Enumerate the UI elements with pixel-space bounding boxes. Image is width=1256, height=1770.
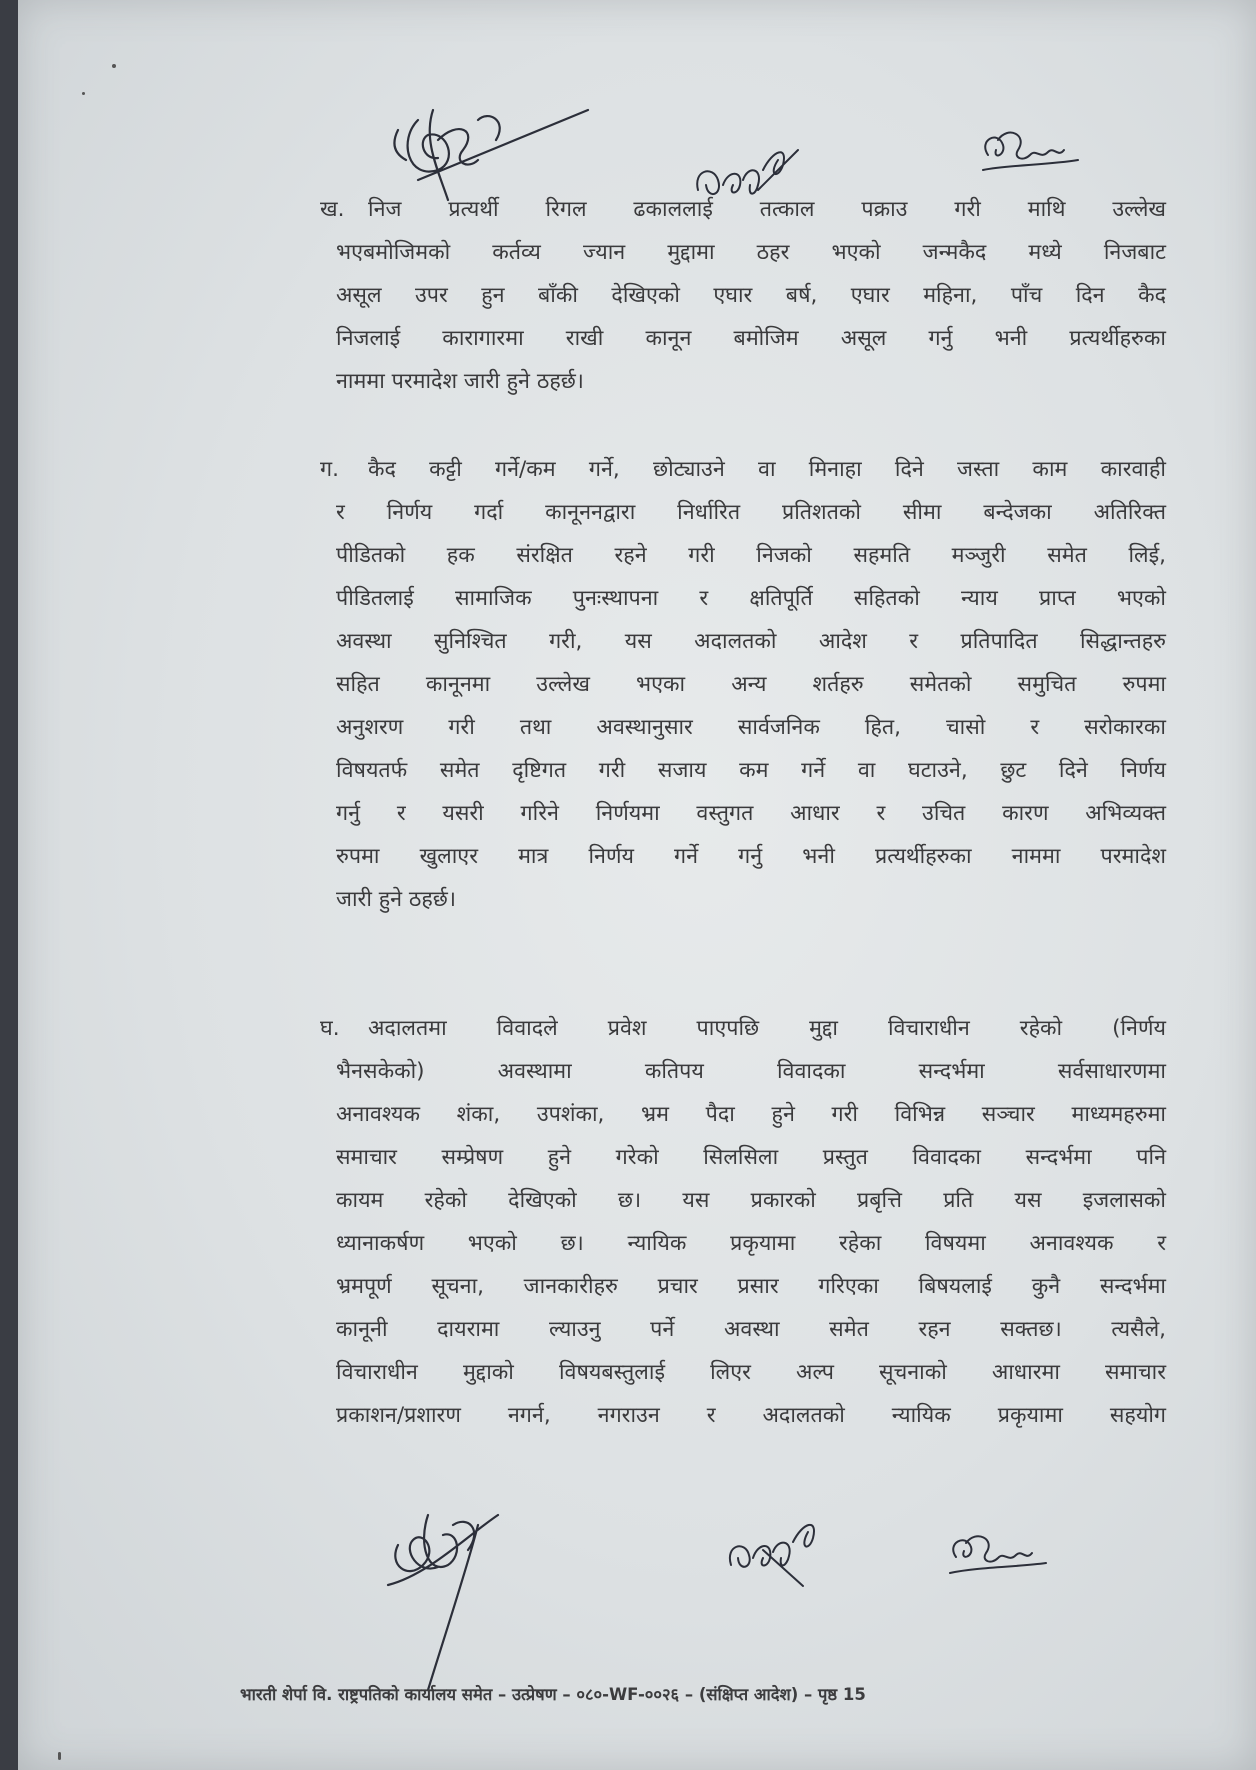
paper-speck bbox=[58, 1752, 61, 1760]
text-line: अनुशरण गरी तथा अवस्थानुसार सार्वजनिक हित, चासो र सरोकारका bbox=[336, 715, 1166, 740]
text-line: कानूनी दायरामा ल्याउनु पर्ने अवस्था समेत रहन सक्तछ। त्यसैले, bbox=[336, 1317, 1166, 1342]
text-line: र निर्णय गर्दा कानूननद्वारा निर्धारित प्रतिशतको सीमा बन्देजका अतिरिक्त bbox=[336, 500, 1166, 525]
text-line: असूल उपर हुन बाँकी देखिएको एघार बर्ष, एघार महिना, पाँच दिन कैद bbox=[336, 283, 1166, 308]
paper-speck bbox=[112, 64, 116, 68]
paragraph-marker: ख. bbox=[320, 197, 345, 222]
paragraph-kha bbox=[336, 188, 1166, 403]
text-line: जारी हुने ठहर्छ। bbox=[336, 887, 457, 912]
text-line: सहित कानूनमा उल्लेख भएका अन्य शर्तहरु समेतको समुचित रुपमा bbox=[336, 672, 1166, 697]
text-line: गर्नु र यसरी गरिने निर्णयमा वस्तुगत आधार र उचित कारण अभिव्यक्त bbox=[336, 801, 1166, 826]
signature-bottom-left bbox=[368, 1505, 528, 1695]
paragraph-gha bbox=[336, 1007, 1166, 1437]
document-page bbox=[18, 0, 1256, 1770]
text-line: कायम रहेको देखिएको छ। यस प्रकारको प्रबृत्ति प्रति यस इजलासको bbox=[336, 1188, 1166, 1213]
text-line: कैद कट्टी गर्ने/कम गर्ने, छोट्याउने वा मिनाहा दिने जस्ता काम कारवाही bbox=[368, 457, 1166, 482]
text-line: अवस्था सुनिश्चित गरी, यस अदालतको आदेश र प्रतिपादित सिद्धान्तहरु bbox=[336, 629, 1166, 654]
text-line: भैनसकेको) अवस्थामा कतिपय विवादका सन्दर्भमा सर्वसाधारणमा bbox=[336, 1059, 1166, 1084]
paragraph-marker: घ. bbox=[320, 1016, 340, 1041]
text-line: निज प्रत्यर्थी रिगल ढकाललाई तत्काल पक्राउ गरी माथि उल्लेख bbox=[368, 197, 1166, 222]
text-line: अनावश्यक शंका, उपशंका, भ्रम पैदा हुने गरी विभिन्न सञ्चार माध्यमहरुमा bbox=[336, 1102, 1166, 1127]
text-line: रुपमा खुलाएर मात्र निर्णय गर्ने गर्नु भनी प्रत्यर्थीहरुका नाममा परमादेश bbox=[336, 844, 1166, 869]
text-line: ध्यानाकर्षण भएको छ। न्यायिक प्रकृयामा रहेका विषयमा अनावश्यक र bbox=[336, 1231, 1166, 1256]
signature-bottom-right bbox=[938, 1525, 1058, 1585]
signature-top-right bbox=[968, 120, 1088, 190]
text-line: निजलाई कारागारमा राखी कानून बमोजिम असूल गर्नु भनी प्रत्यर्थीहरुका bbox=[336, 326, 1166, 351]
signature-bottom-middle bbox=[723, 1510, 823, 1590]
paragraph-ga bbox=[336, 448, 1166, 921]
text-line: पीडितलाई सामाजिक पुनःस्थापना र क्षतिपूर्ति सहितको न्याय प्राप्त भएको bbox=[336, 586, 1166, 611]
text-line: भएबमोजिमको कर्तव्य ज्यान मुद्दामा ठहर भएको जन्मकैद मध्ये निजबाट bbox=[336, 240, 1166, 265]
text-line: विचाराधीन मुद्दाको विषयबस्तुलाई लिएर अल्प सूचनाको आधारमा समाचार bbox=[336, 1360, 1166, 1385]
paragraph-marker: ग. bbox=[320, 457, 339, 482]
text-line: भ्रमपूर्ण सूचना, जानकारीहरु प्रचार प्रसार गरिएका बिषयलाई कुनै सन्दर्भमा bbox=[336, 1274, 1166, 1299]
text-line: पीडितको हक संरक्षित रहने गरी निजको सहमति मञ्जुरी समेत लिई, bbox=[336, 543, 1166, 568]
text-line: नाममा परमादेश जारी हुने ठहर्छ। bbox=[336, 369, 584, 394]
text-line: प्रकाशन/प्रशारण नगर्न, नगराउन र अदालतको न्यायिक प्रकृयामा सहयोग bbox=[336, 1403, 1166, 1428]
text-line: समाचार सम्प्रेषण हुने गरेको सिलसिला प्रस्तुत विवादका सन्दर्भमा पनि bbox=[336, 1145, 1166, 1170]
text-line: विषयतर्फ समेत दृष्टिगत गरी सजाय कम गर्ने वा घटाउने, छुट दिने निर्णय bbox=[336, 758, 1166, 783]
paper-speck bbox=[82, 92, 85, 95]
page-footer: भारती शेर्पा वि. राष्ट्रपतिको कार्यालय समेत – उत्प्रेषण – ०८०-WF-००२६ – (संक्षिप्त आदेश) – पृष्ठ 15 bbox=[240, 1685, 866, 1704]
text-line: अदालतमा विवादले प्रवेश पाएपछि मुद्दा विचाराधीन रहेको (निर्णय bbox=[368, 1016, 1166, 1041]
